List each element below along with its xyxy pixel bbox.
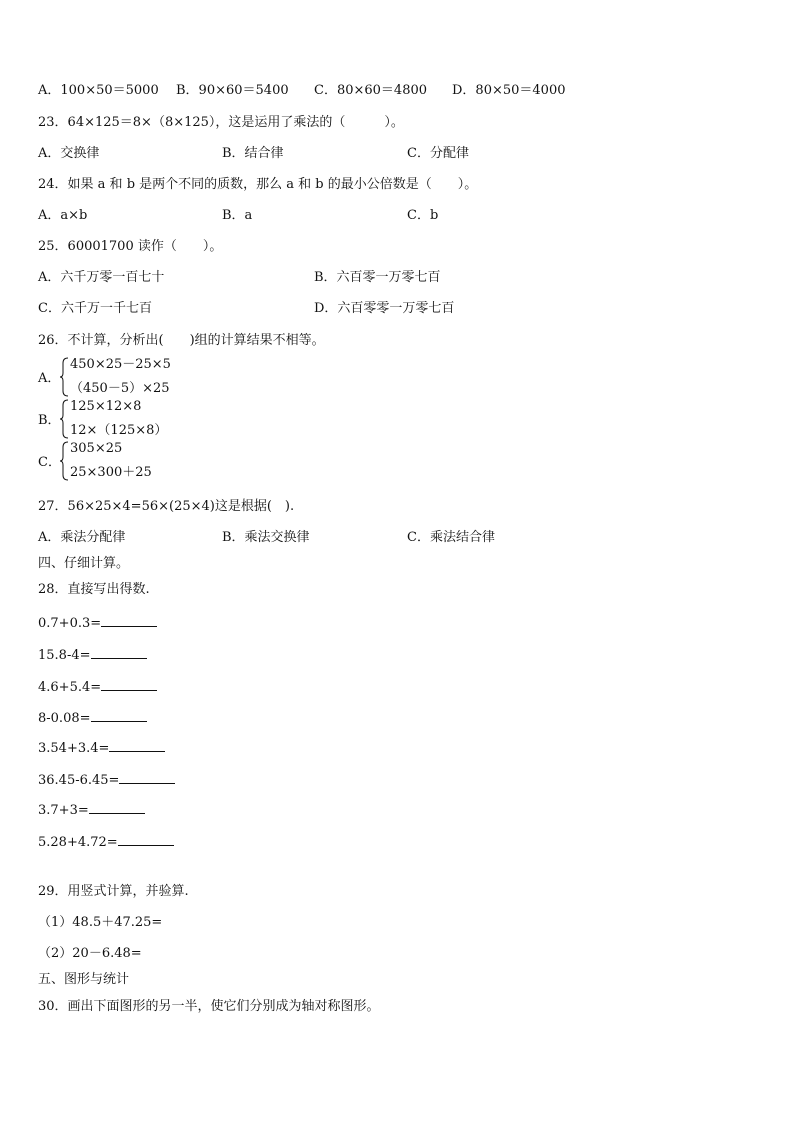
answer-blank[interactable] xyxy=(101,614,157,627)
q27-option-c: C．乘法结合律 xyxy=(407,530,495,545)
q28-expression: 0.7+0.3= xyxy=(38,616,102,631)
answer-blank[interactable] xyxy=(101,678,157,691)
section-4-heading: 四、仔细计算。 xyxy=(38,556,130,571)
q28-expression: 4.6+5.4= xyxy=(38,680,102,695)
q28-item xyxy=(38,646,147,664)
answer-blank[interactable] xyxy=(89,801,145,814)
q28-item xyxy=(38,678,157,696)
q28-item xyxy=(38,614,157,632)
q25-stem: 25．60001700 读作（ ）。 xyxy=(38,239,223,254)
q24-option-c: C．b xyxy=(407,208,439,223)
q27-option-b: B．乘法交换律 xyxy=(222,530,310,545)
q28-expression: 8-0.08= xyxy=(38,711,91,726)
q29-stem: 29．用竖式计算，并验算. xyxy=(38,884,189,899)
q24-option-a: A．a×b xyxy=(38,208,88,223)
section-5-heading: 五、图形与统计 xyxy=(38,972,130,987)
q30-stem: 30．画出下面图形的另一半，使它们分别成为轴对称图形。 xyxy=(38,999,380,1014)
q23-option-a: A．交换律 xyxy=(38,146,100,161)
q26-option-b-line1: 125×12×8 xyxy=(70,399,142,414)
q25-option-d: D．六百零零一万零七百 xyxy=(314,301,455,316)
q28-stem: 28．直接写出得数. xyxy=(38,582,150,597)
q24-stem: 24．如果 a 和 b 是两个不同的质数，那么 a 和 b 的最小公倍数是（ ）。 xyxy=(38,177,478,192)
answer-blank[interactable] xyxy=(118,833,174,846)
q28-expression: 3.7+3= xyxy=(38,803,89,818)
q26-option-a-line2: （450－5）×25 xyxy=(70,381,170,396)
q28-item xyxy=(38,801,145,819)
q26-option-c-line1: 305×25 xyxy=(70,441,123,456)
q26-option-a-line1: 450×25－25×5 xyxy=(70,357,171,372)
q28-item xyxy=(38,709,147,727)
q26-option-b-line2: 12×（125×8） xyxy=(70,423,168,438)
answer-blank[interactable] xyxy=(91,709,147,722)
q28-expression: 36.45-6.45= xyxy=(38,773,120,788)
brace-icon xyxy=(60,399,70,439)
q24-option-b: B．a xyxy=(222,208,253,223)
q26-option-c-line2: 25×300＋25 xyxy=(70,465,152,480)
q27-option-a: A．乘法分配律 xyxy=(38,530,126,545)
q28-item xyxy=(38,771,175,789)
q26-option-c-label: C． xyxy=(38,455,61,470)
q28-expression: 15.8-4= xyxy=(38,648,91,663)
q29-item-2: （2）20－6.48= xyxy=(38,946,142,961)
brace-icon xyxy=(60,357,70,397)
q25-option-c: C．六千万一千七百 xyxy=(38,301,152,316)
q25-option-b: B．六百零一万零七百 xyxy=(314,270,441,285)
answer-blank[interactable] xyxy=(109,739,165,752)
q27-stem: 27．56×25×4=56×(25×4)这是根据( ). xyxy=(38,499,295,514)
q25-option-a: A．六千万零一百七十 xyxy=(38,270,165,285)
q23-stem: 23．64×125＝8×（8×125），这是运用了乘法的（ ）。 xyxy=(38,115,404,130)
q26-stem: 26．不计算，分析出( )组的计算结果不相等。 xyxy=(38,333,325,348)
q29-item-1: （1）48.5＋47.25= xyxy=(38,915,163,930)
brace-icon xyxy=(60,441,70,481)
q23-option-c: C．分配律 xyxy=(407,146,469,161)
q26-option-a-label: A． xyxy=(38,371,61,386)
q26-option-b-label: B． xyxy=(38,413,61,428)
q28-item xyxy=(38,833,174,851)
q22-option-d: D．80×50＝4000 xyxy=(452,83,566,98)
q23-option-b: B．结合律 xyxy=(222,146,284,161)
q22-option-c: C．80×60＝4800 xyxy=(314,83,428,98)
q28-expression: 5.28+4.72= xyxy=(38,835,118,850)
q28-item xyxy=(38,739,165,757)
q22-option-a: A．100×50＝5000 xyxy=(38,83,159,98)
answer-blank[interactable] xyxy=(91,646,147,659)
q22-option-b: B．90×60＝5400 xyxy=(176,83,289,98)
q28-expression: 3.54+3.4= xyxy=(38,741,110,756)
answer-blank[interactable] xyxy=(119,771,175,784)
